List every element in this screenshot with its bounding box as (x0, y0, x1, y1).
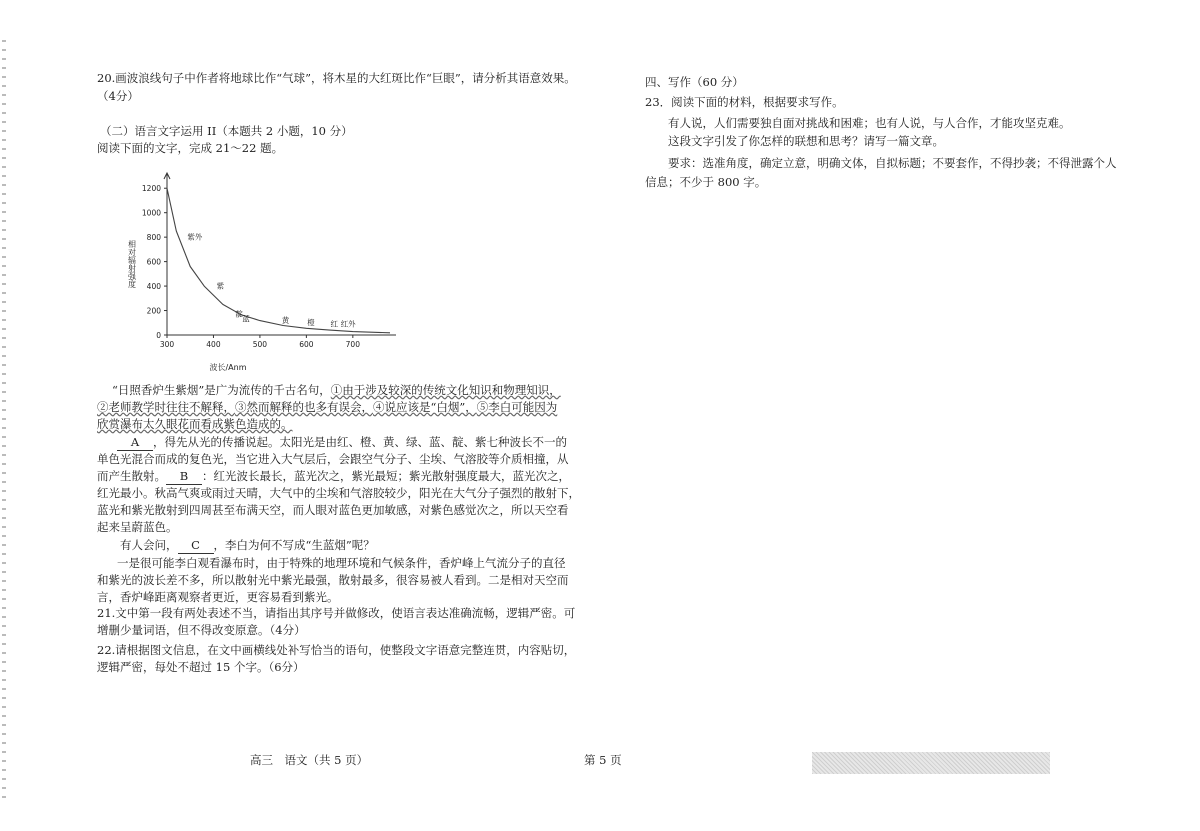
chart-labels (127, 239, 247, 372)
q21-line1: 21.文中第一段有两处表述不当，请指出其序号并做修改，使语言表达准确流畅，逻辑严密。可 (97, 606, 576, 620)
p2-line1: ，得先从光的传播说起。太阳光是由红、橙、黄、绿、蓝、靛、紫七种波长不一的 (153, 435, 567, 449)
p1-sentence-3: ③然而解释的也多有误会， (235, 400, 373, 414)
blank-c: C (178, 537, 214, 554)
p4-line2: 和紫光的波长差不多，所以散射光中紫光最强，散射最多，很容易被人看到。二是相对天空而 (97, 573, 569, 587)
y-tick-label: 200 (146, 306, 161, 316)
y-axis-label: 相对辐射强度 (127, 240, 137, 288)
x-tick-label: 700 (345, 340, 360, 349)
p1-sentence-5-cont: 欣赏瀑布太久眼花而看成紫色造成的。 (97, 417, 293, 431)
p1-sentence-1: ①由于涉及较深的传统文化知识和物理知识， (330, 383, 561, 397)
series-line (167, 188, 390, 333)
chart-annotation: 蓝 (242, 314, 250, 324)
q20-line2: （4分） (97, 89, 139, 103)
chart-annotations (187, 232, 356, 329)
chart-ticks (142, 184, 360, 349)
footer-page-number: 第 5 页 (584, 753, 622, 767)
y-tick-label: 0 (156, 331, 161, 340)
p4-line3: 言，香炉峰距离观察者更近，更容易看到紫光。 (97, 590, 339, 604)
chart-axes (164, 173, 396, 335)
q21-line2: 增删少量词语，但不得改变原意。（4分） (97, 623, 306, 637)
blank-a: A (117, 434, 153, 451)
chart-annotation: 靛 (235, 309, 243, 319)
p1-sentence-2: ②老师教学时往往不解释， (97, 400, 235, 414)
blank-b: B (166, 468, 202, 485)
p3-text-b: ，李白为何不写成“生蓝烟”呢？ (213, 538, 375, 552)
p1-sentence-4: ④说应该是“白烟”， (373, 400, 477, 414)
chart-annotation: 红 (330, 319, 338, 329)
p2-line3b: ：红光波长最长，蓝光次之，紫光最短；紫光散射强度最大，蓝光次之， (202, 469, 570, 483)
passage-paragraph-3 (120, 537, 375, 554)
q23-prompt: 这段文字引发了你怎样的联想和思考？请写一篇文章。 (668, 134, 944, 148)
p2-line4: 红光最小。秋高气爽或雨过天晴，大气中的尘埃和气溶胶较少，阳光在大气分子强烈的散射下， (97, 486, 580, 500)
x-tick-label: 300 (159, 340, 175, 349)
y-tick-label: 600 (146, 257, 161, 267)
chart-series (167, 188, 390, 333)
chart-annotation: 紫 (216, 281, 225, 291)
p2-line3a: 而产生散射。 (97, 469, 166, 483)
p3-text-a: 有人会问， (120, 538, 178, 552)
y-tick-label: 1000 (141, 208, 161, 218)
q22-line1: 22.请根据图文信息，在文中画横线处补写恰当的语句，使整段文字语意完整连贯，内容贴切， (97, 643, 576, 657)
p1-text: “日照香炉生紫烟”是广为流传的千古名句， (112, 383, 331, 397)
score-box-redacted (812, 752, 1050, 774)
chart-annotation: 紫外 (187, 232, 203, 242)
p4-line1: 一是很可能李白观看瀑布时，由于特殊的地理环境和气候条件，香炉峰上气流分子的直径 (117, 556, 566, 570)
y-tick-label: 400 (146, 282, 161, 292)
q23-requirements-line1: 要求：选准角度，确定立意，明确文体，自拟标题；不要套作，不得抄袭；不得泄露个人 (668, 156, 1117, 170)
radiation-intensity-chart (118, 170, 408, 375)
chart-annotation: 红外 (340, 319, 356, 329)
y-tick-label: 1200 (141, 184, 161, 194)
p2-line6: 起来呈蔚蓝色。 (97, 520, 178, 534)
footer-left: 高三 语文（共 5 页） (250, 753, 369, 767)
p1-sentence-5: ⑤李白可能因为 (476, 400, 558, 414)
section2-heading: （二）语言文字运用 II（本题共 2 小题，10 分） (100, 124, 353, 138)
q23-requirements-line2: 信息；不少于 800 字。 (645, 175, 767, 189)
x-tick-label: 400 (206, 340, 221, 349)
section2-instruction: 阅读下面的文字，完成 21～22 题。 (97, 141, 284, 155)
x-tick-label: 600 (299, 340, 314, 349)
q22-line2: 逻辑严密，每处不超过 15 个字。（6分） (97, 660, 305, 674)
q23-stem: 23．阅读下面的材料，根据要求写作。 (645, 95, 844, 109)
y-tick-label: 800 (146, 233, 161, 243)
x-tick-label: 500 (252, 340, 268, 349)
q20-line1: 20.画波浪线句子中作者将地球比作“气球”，将木星的大红斑比作“巨眼”，请分析其语意效果。 (97, 71, 576, 85)
chart-annotation: 黄 (281, 315, 290, 325)
q23-material: 有人说，人们需要独自面对挑战和困难；也有人说，与人合作，才能攻坚克难。 (668, 116, 1071, 130)
x-axis-label: 波长/Anm (209, 363, 247, 372)
p2-line2: 单色光混合而成的复色光，当它进入大气层后，会跟空气分子、尘埃、气溶胶等介质相撞，从 (97, 452, 569, 466)
section4-heading: 四、写作（60 分） (645, 75, 744, 89)
binding-margin-dots (2, 40, 6, 800)
chart-annotation: 橙 (307, 318, 315, 328)
p2-line5: 蓝光和紫光散射到四周甚至布满天空，而人眼对蓝色更加敏感，对紫色感觉次之，所以天空看 (97, 503, 569, 517)
